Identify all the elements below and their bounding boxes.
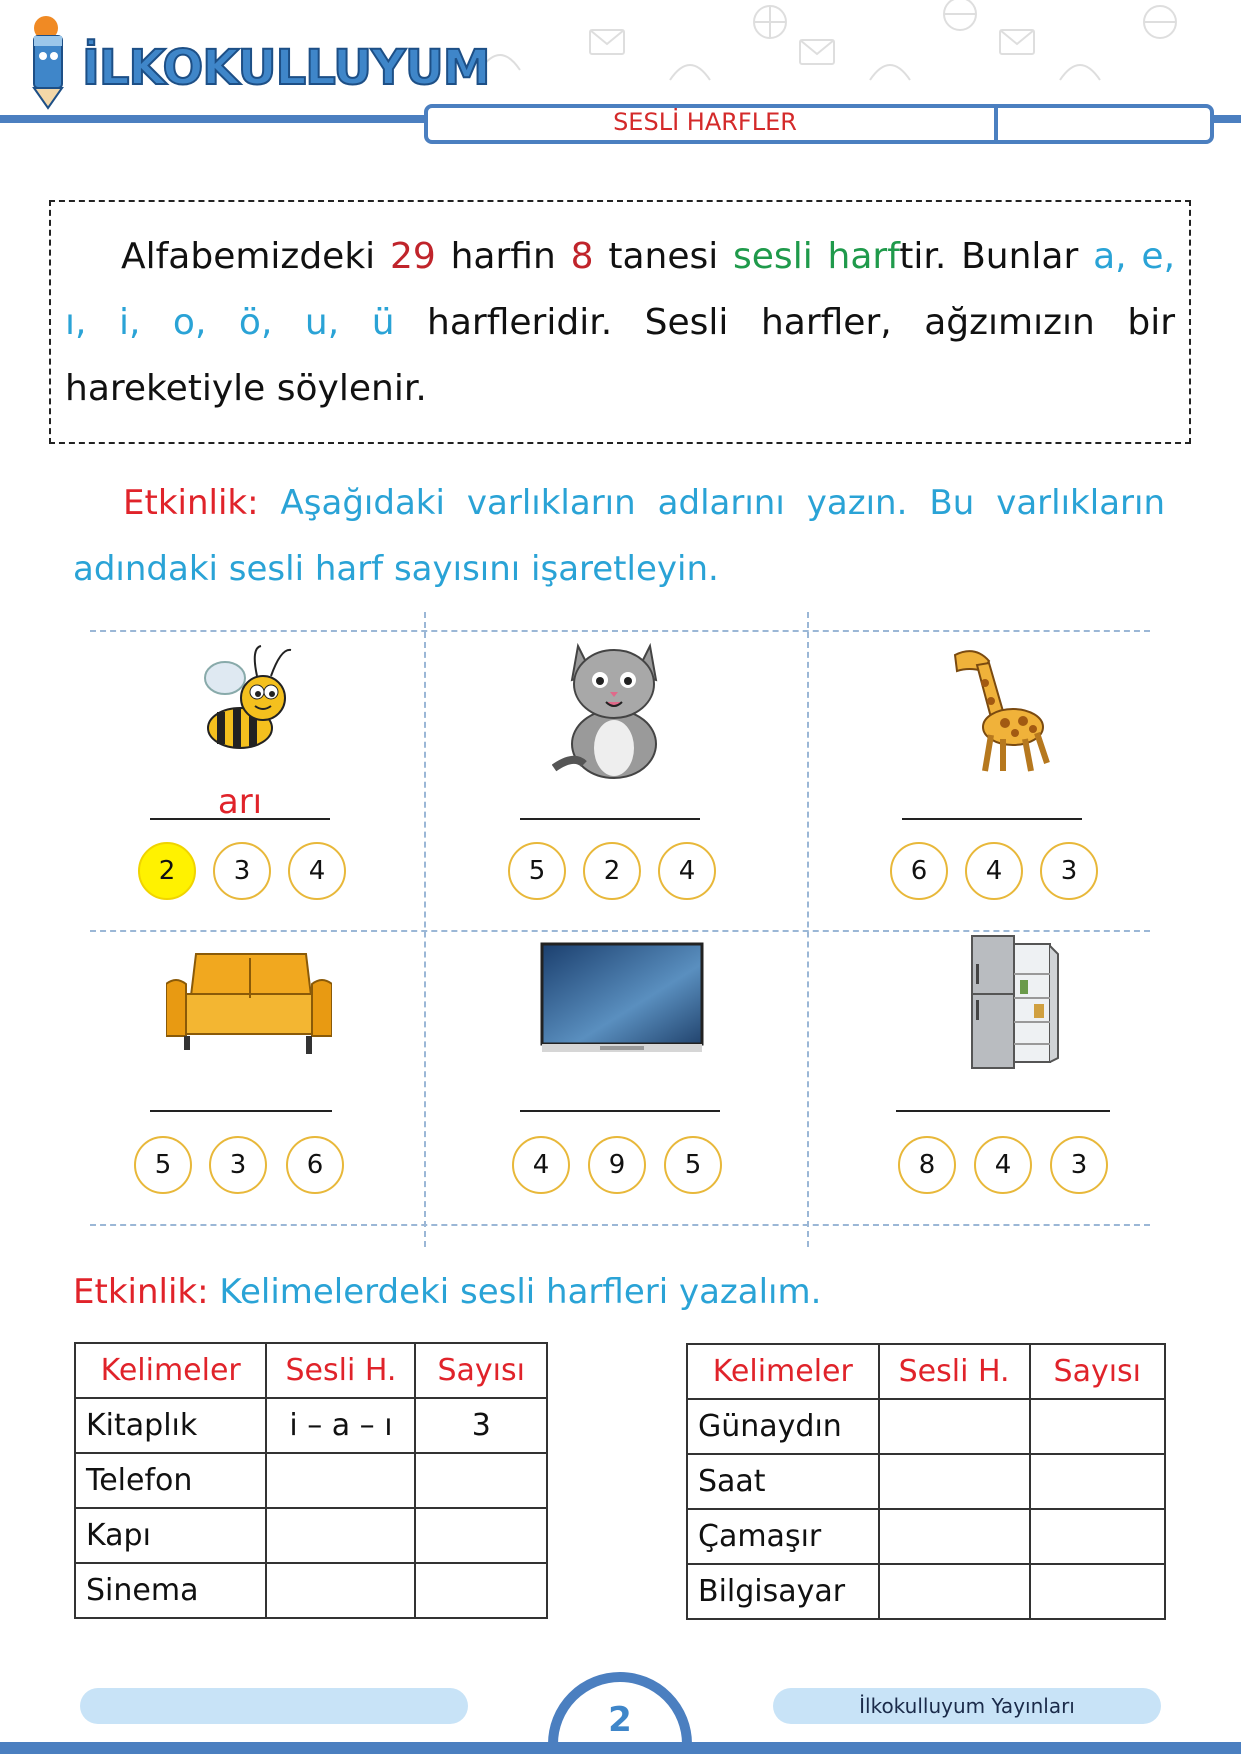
option-circle[interactable]: 4 (965, 842, 1023, 900)
table-row (687, 1509, 1165, 1564)
activity2-text: Kelimelerdeki sesli harfleri yazalım. (208, 1272, 822, 1312)
info-text: Alfabemizdeki (121, 236, 390, 277)
column-header: Kelimeler (75, 1343, 266, 1398)
word-cell: Saat (687, 1454, 879, 1509)
vowels-cell[interactable] (879, 1564, 1030, 1619)
info-text: tir. Bunlar (899, 236, 1094, 277)
activity2-label: Etkinlik: (73, 1272, 209, 1312)
vowels-cell[interactable] (879, 1399, 1030, 1454)
info-text: harfin (435, 236, 571, 277)
header-rule-left (0, 115, 430, 123)
brand-logo (18, 10, 490, 110)
giraffe-icon (935, 635, 1055, 775)
option-circle[interactable]: 9 (588, 1136, 646, 1194)
option-circle[interactable]: 4 (974, 1136, 1032, 1194)
word-cell: Kapı (75, 1508, 266, 1563)
count-cell[interactable] (415, 1563, 547, 1618)
vowels-cell[interactable] (266, 1563, 415, 1618)
table-row (687, 1564, 1165, 1619)
page-number: 2 (608, 1700, 632, 1740)
column-header: Sesli H. (879, 1344, 1030, 1399)
word-cell: Sinema (75, 1563, 266, 1618)
sofa-icon (166, 944, 332, 1054)
activity1-instructions (73, 470, 1165, 602)
letter-count: 29 (390, 236, 436, 277)
word-cell: Bilgisayar (687, 1564, 879, 1619)
bee-icon (185, 640, 305, 760)
header-rule-right (1210, 115, 1241, 123)
activity2-instructions (73, 1272, 821, 1312)
vowel-table-right (686, 1343, 1166, 1620)
answer-line (520, 818, 700, 820)
item-answer[interactable]: arı (217, 782, 263, 822)
grid-line (90, 1224, 1150, 1226)
vowels-cell[interactable] (879, 1509, 1030, 1564)
count-cell[interactable]: 3 (415, 1398, 547, 1453)
table-row (75, 1398, 547, 1453)
count-cell[interactable] (415, 1453, 547, 1508)
column-header: Sesli H. (266, 1343, 415, 1398)
table-row (687, 1454, 1165, 1509)
option-circle[interactable]: 8 (898, 1136, 956, 1194)
info-paragraph (65, 224, 1175, 422)
option-circle[interactable]: 2 (583, 842, 641, 900)
vowels-cell[interactable] (266, 1453, 415, 1508)
option-circle-selected[interactable]: 2 (138, 842, 196, 900)
column-header: Sayısı (1030, 1344, 1165, 1399)
option-circle[interactable]: 3 (1040, 842, 1098, 900)
option-circle[interactable]: 5 (134, 1136, 192, 1194)
option-circle[interactable]: 3 (209, 1136, 267, 1194)
vowels-cell[interactable]: i – a – ı (266, 1398, 415, 1453)
info-text: tanesi (593, 236, 734, 277)
info-box (49, 200, 1191, 444)
word-cell: Telefon (75, 1453, 266, 1508)
grid-line (807, 612, 809, 1247)
option-circle[interactable]: 6 (286, 1136, 344, 1194)
table-row (75, 1563, 547, 1618)
count-cell[interactable] (1030, 1509, 1165, 1564)
word-cell: Günaydın (687, 1399, 879, 1454)
option-circle[interactable]: 3 (1050, 1136, 1108, 1194)
publisher-name: İlkokulluyum Yayınları (859, 1694, 1075, 1718)
header-bar-divider (994, 104, 998, 144)
option-circle[interactable]: 5 (664, 1136, 722, 1194)
option-circle[interactable]: 4 (512, 1136, 570, 1194)
option-circle[interactable]: 4 (658, 842, 716, 900)
footer-pill-left (80, 1688, 468, 1724)
vowels-cell[interactable] (266, 1508, 415, 1563)
answer-line (520, 1110, 720, 1112)
activity1-text: Aşağıdaki varlıkların adlarını yazın. Bu varlıkların adındaki sesli harf sayısını işaretleyin. (73, 483, 1165, 589)
option-circle[interactable]: 3 (213, 842, 271, 900)
logo-wordmark: İLKOKULLUYUM (82, 40, 490, 96)
word-cell: Kitaplık (75, 1398, 266, 1453)
keyword-sesli: sesli (733, 236, 828, 277)
vowel-count: 8 (570, 236, 594, 277)
column-header: Kelimeler (687, 1344, 879, 1399)
table-header-row (687, 1344, 1165, 1399)
count-cell[interactable] (1030, 1564, 1165, 1619)
keyword-harf: harf (827, 236, 900, 277)
count-cell[interactable] (415, 1508, 547, 1563)
header-doodle-pattern (440, 0, 1241, 110)
answer-line (896, 1110, 1110, 1112)
footer-rule (0, 1742, 1241, 1754)
answer-line (902, 818, 1082, 820)
table-header-row (75, 1343, 547, 1398)
vowel-table-left (74, 1342, 548, 1619)
option-circle[interactable]: 4 (288, 842, 346, 900)
column-header: Sayısı (415, 1343, 547, 1398)
info-text: harfleridir. Sesli harfler, ağzımızın bir hareketiyle söylenir. (65, 302, 1175, 409)
vowel-list: a, e, ı, i, o, ö, u, ü (65, 236, 1176, 343)
page-title: SESLİ HARFLER (613, 108, 797, 136)
table-row (687, 1399, 1165, 1454)
option-circle[interactable]: 6 (890, 842, 948, 900)
answer-line (150, 818, 330, 820)
cat-icon (552, 632, 676, 782)
refrigerator-icon (968, 934, 1060, 1072)
television-icon (540, 942, 704, 1056)
vowels-cell[interactable] (879, 1454, 1030, 1509)
option-circle[interactable]: 5 (508, 842, 566, 900)
grid-line (90, 930, 1150, 932)
table-row (75, 1508, 547, 1563)
activity1-label: Etkinlik: (123, 483, 259, 523)
count-cell[interactable] (1030, 1399, 1165, 1454)
answer-line (150, 1110, 332, 1112)
table-row (75, 1453, 547, 1508)
pencil-mascot-icon (18, 10, 88, 110)
count-cell[interactable] (1030, 1454, 1165, 1509)
grid-line (424, 612, 426, 1247)
word-cell: Çamaşır (687, 1509, 879, 1564)
